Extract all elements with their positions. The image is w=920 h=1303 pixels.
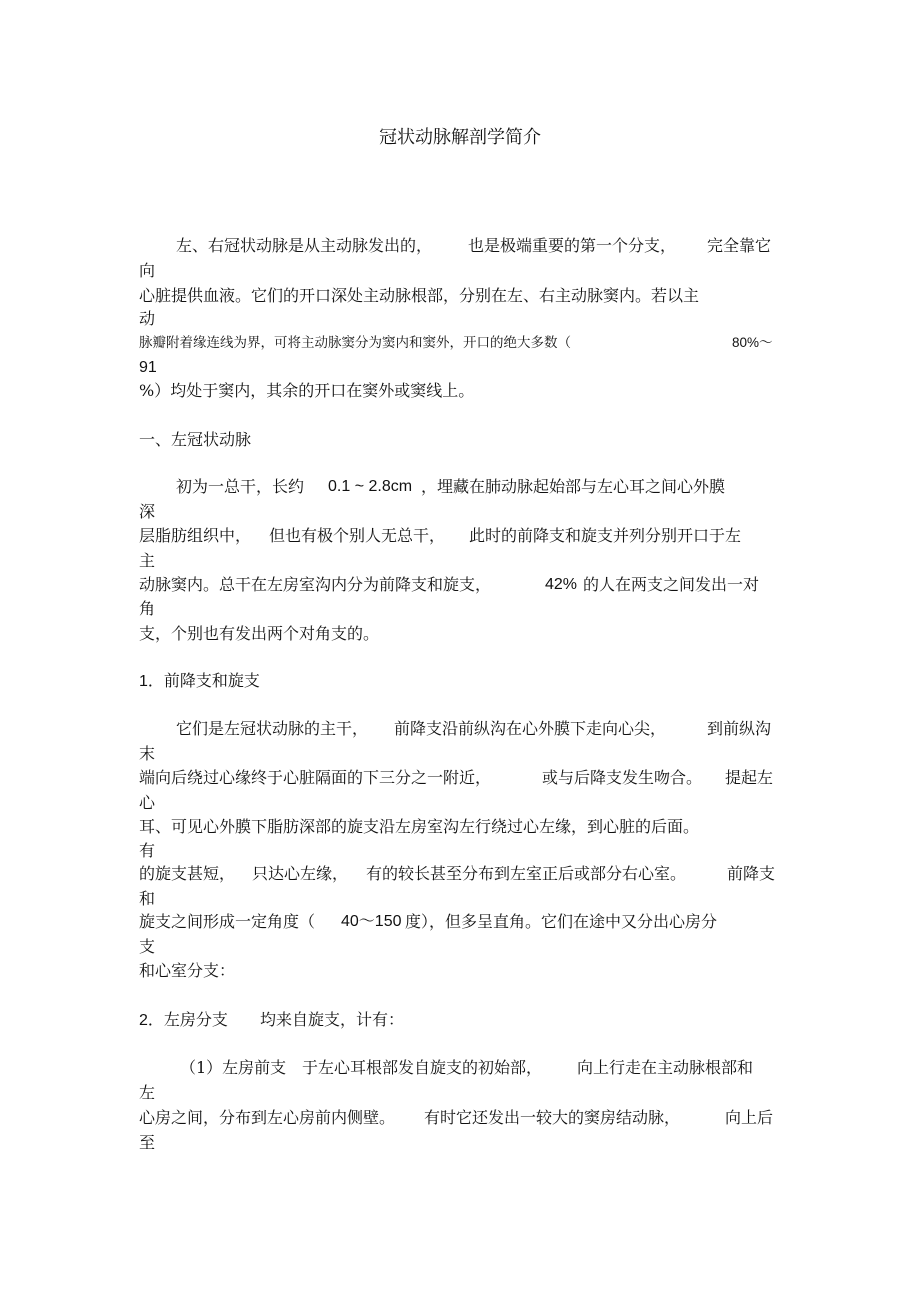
text-line: 此时的前降支和旋支并列分别开口于左 <box>469 526 742 545</box>
text-line: 或与后降支发生吻合。 <box>542 768 703 787</box>
text-line: 支，个别也有发出两个对角支的。 <box>139 624 380 643</box>
section-heading-left-coronary: 一、左冠状动脉 <box>139 430 252 449</box>
text-line: 0.1 ~ 2.8cm <box>328 478 413 495</box>
text-line: 心房之间，分布到左心房前内侧壁。 <box>139 1108 396 1127</box>
text-line: 深 <box>139 502 156 521</box>
text-line: 初为一总干，长约 <box>176 477 305 496</box>
text-line: 动脉窦内。总干在左房室沟内分为前降支和旋支， <box>139 575 492 594</box>
subsection-heading-1 <box>139 671 260 692</box>
text-line: 于左心耳根部发自旋支的初始部， <box>302 1058 543 1077</box>
text-line: 和 <box>139 889 156 908</box>
text-line: 心 <box>139 793 156 812</box>
text-line: 主 <box>139 551 156 570</box>
text-line: 左 <box>139 1083 156 1102</box>
text-line: 80%～ <box>732 335 773 350</box>
text-line: 层脂肪组织中， <box>139 526 252 545</box>
text-line: 向上行走在主动脉根部和 <box>577 1058 754 1077</box>
text-line: 完全靠它 <box>707 236 772 255</box>
page-title: 冠状动脉解剖学简介 <box>379 127 541 148</box>
subsection-number: 1． <box>139 673 164 690</box>
text-line: 末 <box>139 744 156 763</box>
text-line: 有时它还发出一较大的窦房结动脉， <box>424 1108 681 1127</box>
text-line: 向 <box>139 261 156 280</box>
text-line: 旋支之间形成一定角度（ <box>139 912 316 931</box>
text-line: 42% <box>545 576 578 593</box>
text-line: ，埋藏在肺动脉起始部与左心耳之间心外膜 <box>421 477 726 496</box>
text-line: 至 <box>139 1133 156 1152</box>
subsection-number: 2． <box>139 1012 164 1029</box>
text-line: 但也有极个别人无总干， <box>269 526 446 545</box>
text-line: 耳、可见心外膜下脂肪深部的旋支沿左房室沟左行绕过心左缘，到心脏的后面。 <box>139 817 700 836</box>
subsection-title: 左房分支 <box>163 1010 228 1029</box>
text-line: %）均处于窦内，其余的开口在窦外或窦线上。 <box>139 381 475 400</box>
text-line: 提起左 <box>725 768 774 787</box>
subsection-title: 前降支和旋支 <box>163 671 260 690</box>
text-line: 前降支 <box>727 864 776 883</box>
text-line: 的人在两支之间发出一对 <box>583 575 760 594</box>
text-line: 有的较长甚至分布到左室正后或部分右心室。 <box>366 864 687 883</box>
text-line: 向上后 <box>725 1108 774 1127</box>
text-line: 脉瓣附着缘连线为界，可将主动脉窦分为窦内和窦外，开口的绝大多数（ <box>139 335 571 351</box>
text-line: 左、右冠状动脉是从主动脉发出的， <box>176 236 433 255</box>
text-line: 91 <box>139 359 157 376</box>
text-line: 有 <box>139 841 156 860</box>
text-line: 和心室分支： <box>139 961 236 980</box>
text-line: 度），但多呈直角。它们在途中又分出心房分 <box>405 912 718 931</box>
text-line: 到前纵沟 <box>707 719 772 738</box>
subsection-heading-2 <box>139 1010 228 1031</box>
text-line: 动 <box>139 309 156 328</box>
text-line: （1）左房前支 <box>180 1058 287 1077</box>
text-line: 的旋支甚短， <box>139 864 236 883</box>
text-line: 也是极端重要的第一个分支， <box>468 236 677 255</box>
text-line: 角 <box>139 599 156 618</box>
text-line: 支 <box>139 937 156 956</box>
text-line: 它们是左冠状动脉的主干， <box>176 719 369 738</box>
text-line: 端向后绕过心缘终于心脏隔面的下三分之一附近， <box>139 768 492 787</box>
text-line: 只达心左缘， <box>252 864 349 883</box>
text-line: 前降支沿前纵沟在心外膜下走向心尖， <box>394 719 667 738</box>
text-line: 心脏提供血液。它们的开口深处主动脉根部，分别在左、右主动脉窦内。若以主 <box>139 286 700 305</box>
text-line: 40～150 <box>341 913 402 930</box>
text-line: 均来自旋支，计有： <box>260 1010 405 1029</box>
